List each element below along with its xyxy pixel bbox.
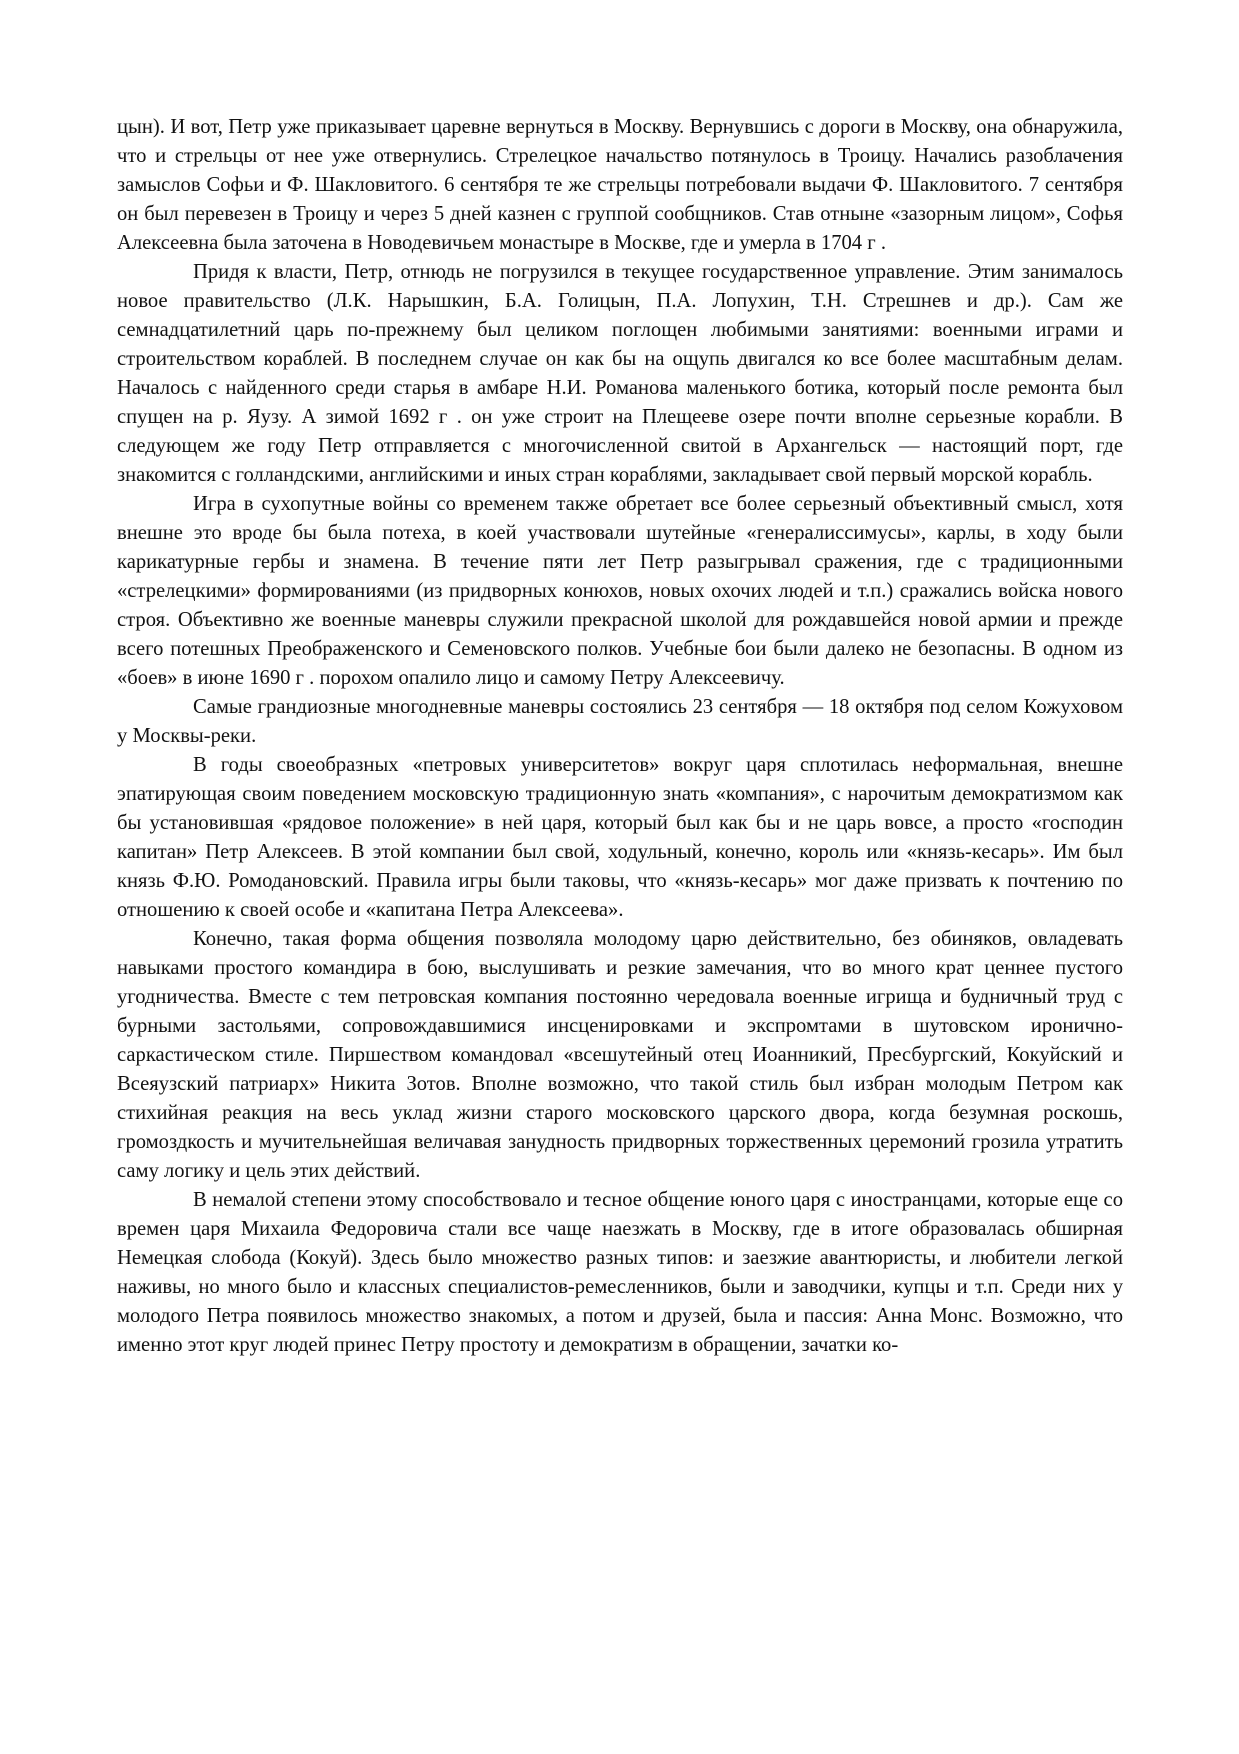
paragraph-3: Игра в сухопутные войны со временем также обретает все более серьезный объективный смысл, хотя внешне это вроде бы была потеха, в коей участвовали шутейные «генералиссимусы», карлы, в ходу были карикатурные гербы и знамена. В течение пяти лет Петр разыгрывал сражения, где с традиционными «стрелецкими» формированиями (из придворных конюхов, новых охочих людей и т.п.) сражались войска нового строя. Объективно же военные маневры служили прекрасной школой для рождавшейся новой армии и прежде всего потешных Преображенского и Семеновского полков. Учебные бои были далеко не безопасны. В одном из «боев» в июне 1690 г . порохом опалило лицо и самому Петру Алексеевичу.	[117, 493, 1123, 689]
document-page	[117, 113, 1123, 1360]
paragraph-4: Самые грандиозные многодневные маневры состоялись 23 сентября — 18 октября под селом Кожуховом у Москвы-реки.	[117, 696, 1123, 747]
paragraph-5: В годы своеобразных «петровых университетов» вокруг царя сплотилась неформальная, внешне эпатирующая своим поведением московскую традиционную знать «компания», с нарочитым демократизмом как бы установившая «рядовое положение» в ней царя, который был как бы и не царь вовсе, а просто «господин капитан» Петр Алексеев. В этой компании был свой, ходульный, конечно, король или «князь-кесарь». Им был князь Ф.Ю. Ромодановский. Правила игры были таковы, что «князь-кесарь» мог даже призвать к почтению по отношению к своей особе и «капитана Петра Алексеева».	[117, 754, 1123, 921]
paragraph-7: В немалой степени этому способствовало и тесное общение юного царя с иностранцами, которые еще со времен царя Михаила Федоровича стали все чаще наезжать в Москву, где в итоге образовалась обширная Немецкая слобода (Кокуй). Здесь было множество разных типов: и заезжие авантюристы, и любители легкой наживы, но много было и классных специалистов-ремесленников, были и заводчики, купцы и т.п. Среди них у молодого Петра появилось множество знакомых, а потом и друзей, была и пассия: Анна Монс. Возможно, что именно этот круг людей принес Петру простоту и демократизм в обращении, зачатки ко-	[117, 1189, 1123, 1356]
paragraph-6: Конечно, такая форма общения позволяла молодому царю действительно, без обиняков, овладевать навыками простого командира в бою, выслушивать и резкие замечания, что во много крат ценнее пустого угодничества. Вместе с тем петровская компания постоянно чередовала военные игрища и будничный труд с бурными застольями, сопровождавшимися инсценировками и экспромтами в шутовском иронично-саркастическом стиле. Пиршеством командовал «всешутейный отец Иоанникий, Пресбургский, Кокуйский и Всеяузский патриарх» Никита Зотов. Вполне возможно, что такой стиль был избран молодым Петром как стихийная реакция на весь уклад жизни старого московского царского двора, когда безумная роскошь, громоздкость и мучительнейшая величавая занудность придворных торжественных церемоний грозила утратить саму логику и цель этих действий.	[117, 928, 1123, 1182]
paragraph-1: цын). И вот, Петр уже приказывает царевне вернуться в Москву. Вернувшись с дороги в Москву, она обнаружила, что и стрельцы от нее уже отвернулись. Стрелецкое начальство потянулось в Троицу. Начались разоблачения замыслов Софьи и Ф. Шакловитого. 6 сентября те же стрельцы потребовали выдачи Ф. Шакловитого. 7 сентября он был перевезен в Троицу и через 5 дней казнен с группой сообщников. Став отныне «зазорным лицом», Софья Алексеевна была заточена в Новодевичьем монастыре в Москве, где и умерла в 1704 г .	[117, 116, 1123, 254]
paragraph-2: Придя к власти, Петр, отнюдь не погрузился в текущее государственное управление. Этим занималось новое правительство (Л.К. Нарышкин, Б.А. Голицын, П.А. Лопухин, Т.Н. Стрешнев и др.). Сам же семнадцатилетний царь по-прежнему был целиком поглощен любимыми занятиями: военными играми и строительством кораблей. В последнем случае он как бы на ощупь двигался ко все более масштабным делам. Началось с найденного среди старья в амбаре Н.И. Романова маленького ботика, который после ремонта был спущен на р. Яузу. А зимой 1692 г . он уже строит на Плещееве озере почти вполне серьезные корабли. В следующем же году Петр отправляется с многочисленной свитой в Архангельск — настоящий порт, где знакомится с голландскими, английскими и иных стран кораблями, закладывает свой первый морской корабль.	[117, 261, 1123, 486]
